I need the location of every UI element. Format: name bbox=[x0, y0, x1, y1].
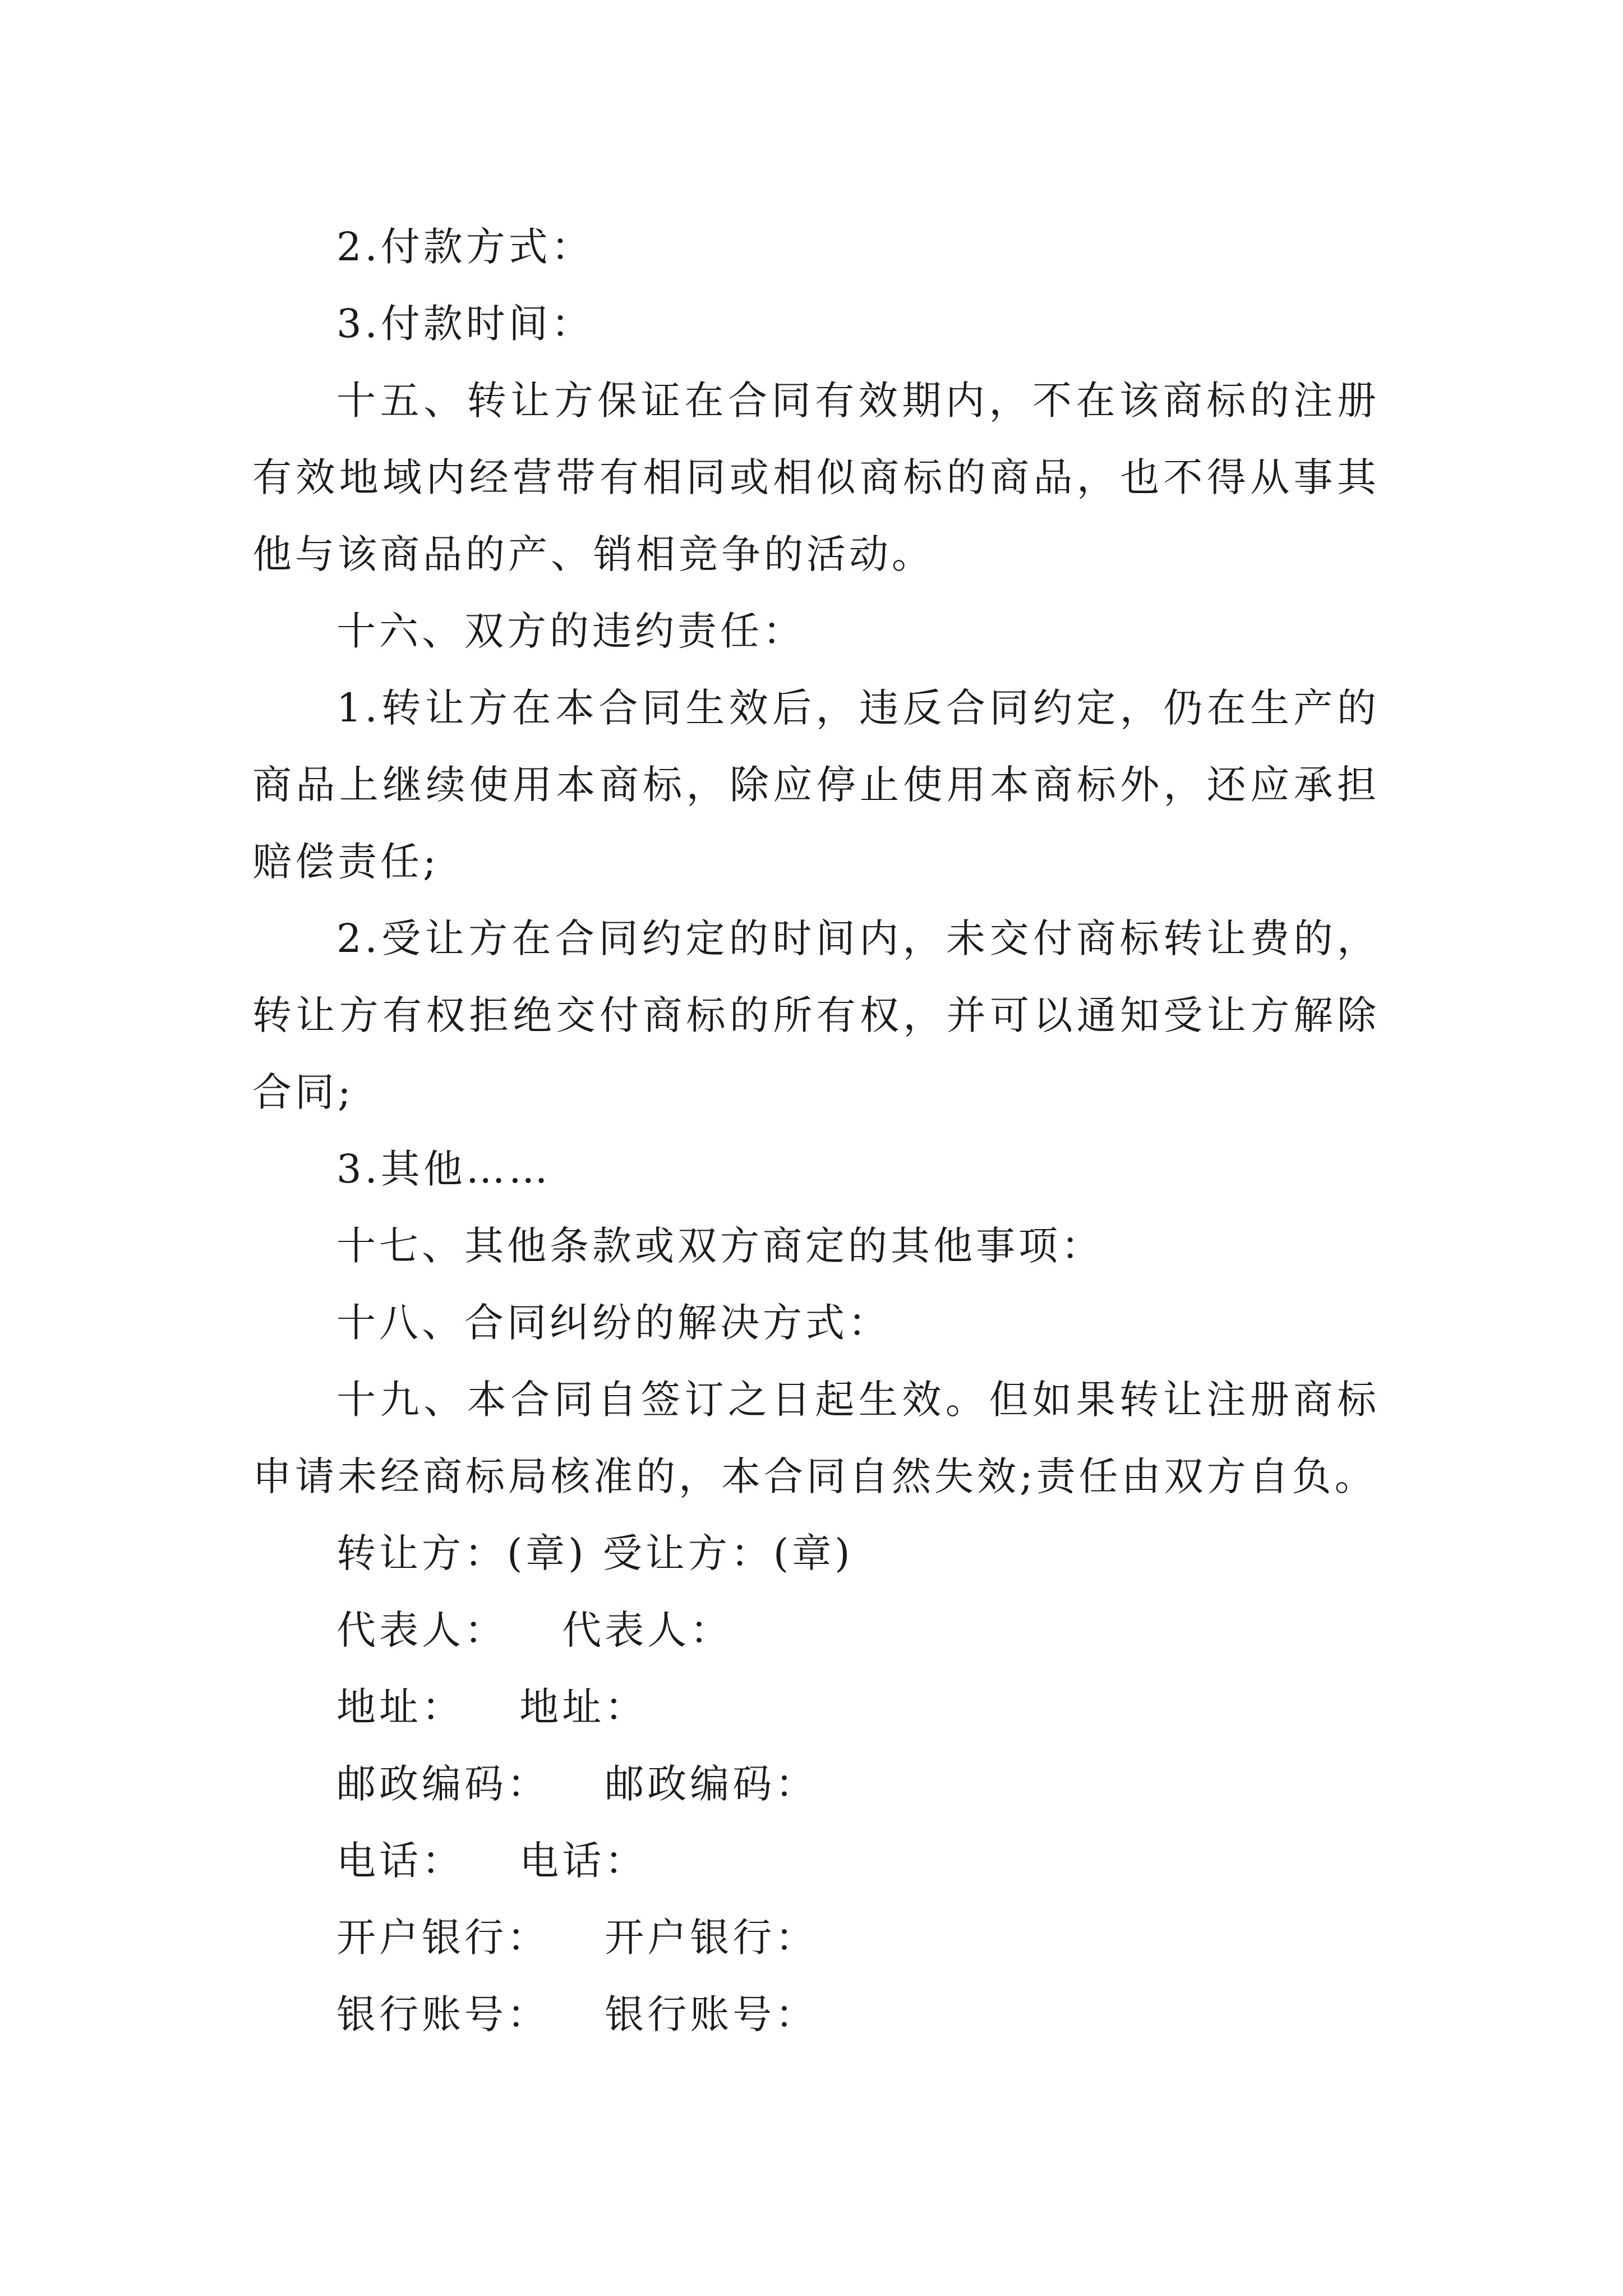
clause-16-item-1-line-1: 1.转让方在本合同生效后，违反合同约定，仍在生产的 bbox=[336, 685, 1380, 731]
transferee-postcode-label: 邮政编码： bbox=[605, 1761, 818, 1807]
payment-method-line: 2.付款方式： bbox=[336, 224, 594, 270]
signature-accounts bbox=[252, 1976, 1380, 2053]
transferor-phone-label: 电话： bbox=[336, 1838, 464, 1884]
clause-16-item-1-line-2: 商品上继续使用本商标，除应停止使用本商标外，还应承担 bbox=[252, 762, 1380, 808]
transferee-address-label: 地址： bbox=[519, 1684, 648, 1730]
signature-postcodes bbox=[252, 1746, 1380, 1823]
clause-16-item-2-line-1: 2.受让方在合同约定的时间内，未交付商标转让费的， bbox=[336, 915, 1380, 961]
clause-18: 十八、合同纠纷的解决方式： bbox=[336, 1300, 891, 1346]
transferee-phone-label: 电话： bbox=[519, 1838, 648, 1884]
transferor-address-label: 地址： bbox=[336, 1684, 464, 1730]
clause-19-line-1: 十九、本合同自签订之日起生效。但如果转让注册商标 bbox=[336, 1377, 1380, 1423]
signature-addresses bbox=[252, 1669, 1380, 1746]
transferor-postcode-label: 邮政编码： bbox=[336, 1761, 550, 1807]
transferee-seal-label: 受让方：(章) bbox=[602, 1530, 854, 1576]
transferor-account-label: 银行账号： bbox=[336, 1991, 550, 2037]
transferee-bank-label: 开户银行： bbox=[605, 1915, 818, 1961]
signature-representatives bbox=[252, 1592, 1380, 1669]
clause-15-line-3: 他与该商品的产、销相竞争的活动。 bbox=[252, 531, 934, 577]
clause-15-line-1: 十五、转让方保证在合同有效期内，不在该商标的注册 bbox=[336, 378, 1380, 424]
transferor-bank-label: 开户银行： bbox=[336, 1915, 550, 1961]
clause-16-item-1-line-3: 赔偿责任; bbox=[252, 839, 440, 885]
transferee-account-label: 银行账号： bbox=[605, 1991, 818, 2037]
clause-16-item-3: 3.其他…… bbox=[336, 1146, 551, 1192]
transferor-seal-label: 转让方：(章) bbox=[336, 1530, 587, 1576]
clause-15-line-2: 有效地域内经营带有相同或相似商标的商品，也不得从事其 bbox=[252, 454, 1380, 500]
clause-17: 十七、其他条款或双方商定的其他事项： bbox=[336, 1223, 1104, 1269]
clause-16-item-2-line-2: 转让方有权拒绝交付商标的所有权，并可以通知受让方解除 bbox=[252, 992, 1380, 1038]
signature-banks bbox=[252, 1899, 1380, 1976]
clause-16-heading: 十六、双方的违约责任： bbox=[336, 608, 805, 654]
payment-time-line: 3.付款时间： bbox=[336, 301, 594, 347]
clause-16-item-2-line-3: 合同; bbox=[252, 1069, 354, 1115]
signature-phones bbox=[252, 1823, 1380, 1899]
transferee-representative-label: 代表人： bbox=[562, 1607, 733, 1653]
document-page bbox=[252, 209, 1380, 2053]
clause-19-line-2: 申请未经商标局核准的，本合同自然失效;责任由双方自负。 bbox=[252, 1453, 1377, 1499]
signature-parties bbox=[252, 1515, 1380, 1592]
transferor-representative-label: 代表人： bbox=[336, 1607, 507, 1653]
